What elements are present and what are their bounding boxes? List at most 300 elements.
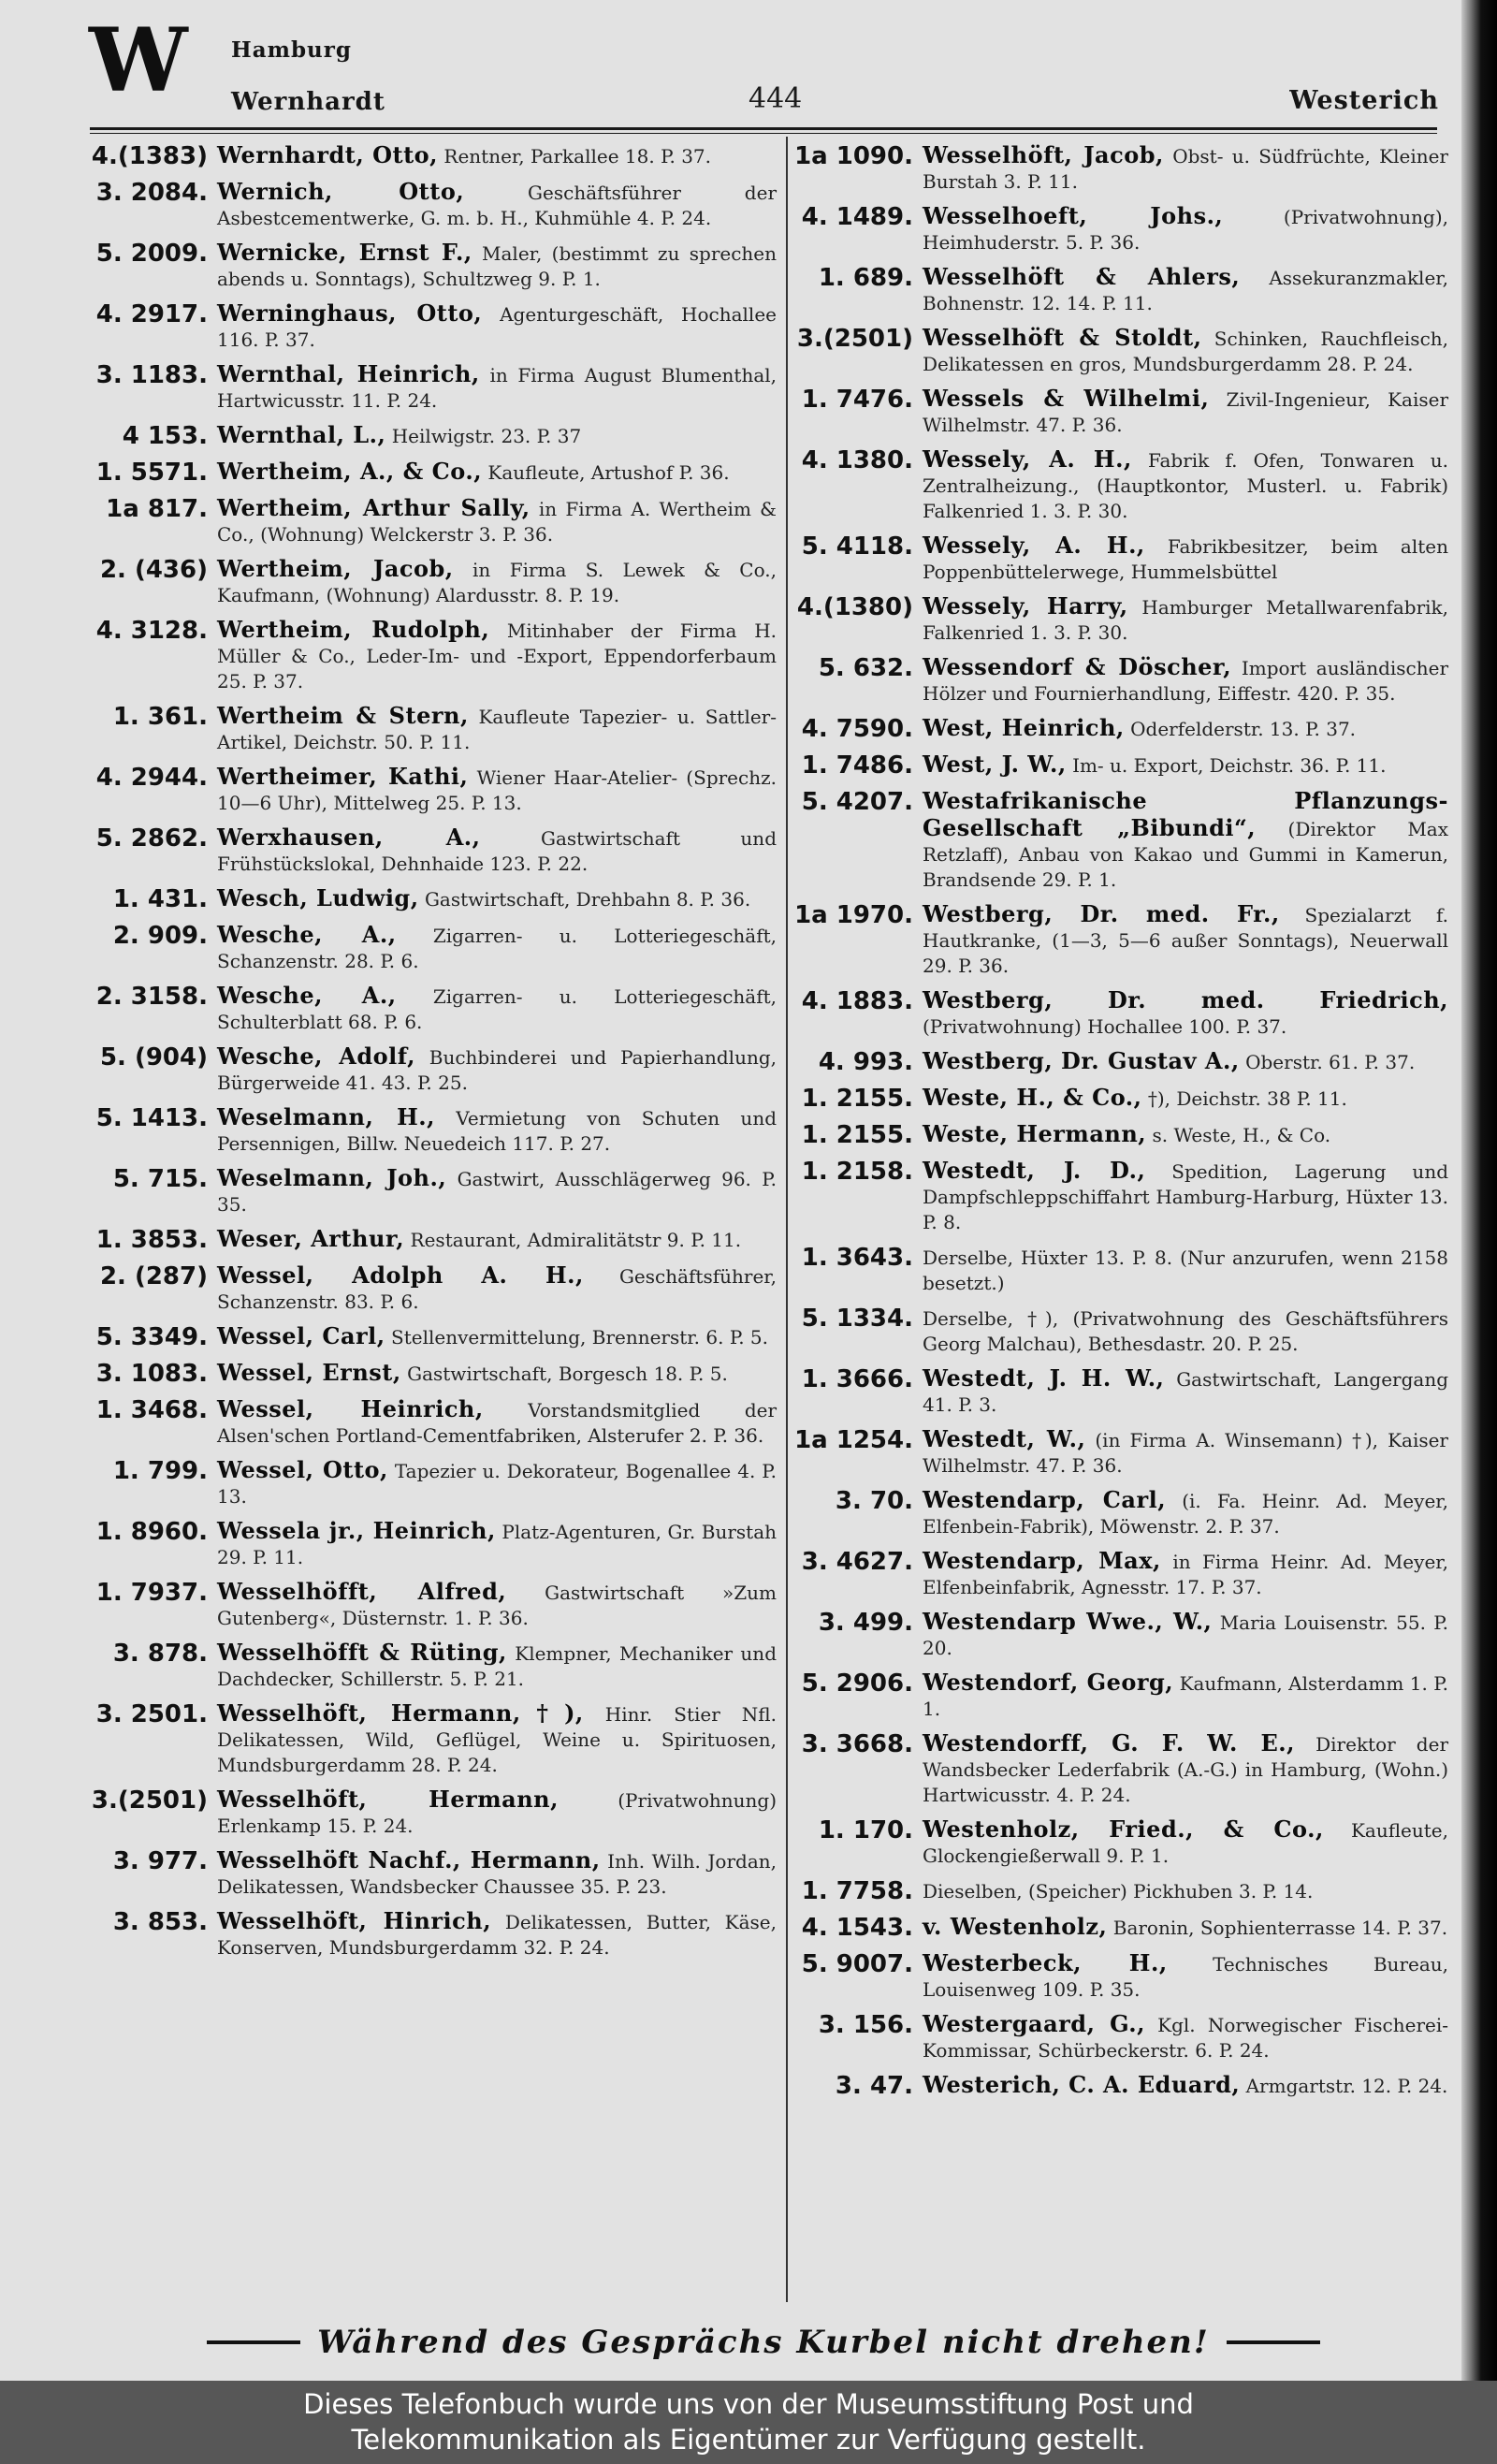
subscriber-details: Derselbe, †), (Privatwohnung des Geschäftsführers Georg Malchau), Bethesdastr. 20. P. 25. [923,1307,1448,1355]
caption-line-2: Telekommunikation als Eigentümer zur Verfügung gestellt. [351,2424,1146,2456]
subscriber-details: Mitinhaber der Firma H. Müller & Co., Leder-Im- und -Export, Eppendorferbaum 25. P. 37. [217,620,777,693]
listing-text [217,1786,777,1839]
subscriber-name: Wesche, A., [217,921,397,948]
listing-text [217,1323,777,1350]
listing-text [217,1847,777,1900]
subscriber-name: Wessel, Otto, [217,1456,388,1483]
subscriber-details: (Privatwohnung) Erlenkamp 15. P. 24. [217,1789,778,1837]
subscriber-name: Wessely, A. H., [923,532,1145,559]
subscriber-details: Restaurant, Admiralitätstr 9. P. 11. [410,1229,742,1251]
phone-number: 3.(2501) [91,1786,208,1815]
phone-number: 1a 1090. [794,142,913,170]
listing-entry [793,593,1448,646]
listing-entry [793,142,1448,195]
phone-number: 2. (436) [99,556,208,584]
listing-entry [84,300,777,353]
phone-number: 1. 361. [112,703,208,731]
subscriber-details: Gastwirt, Ausschlägerweg 96. P. 35. [217,1168,778,1216]
subscriber-details: Spezialarzt f. Hautkranke, (1—3, 5—6 außer Sonntags), Neuerwall 29. P. 36. [923,904,1448,977]
listing-text [923,1609,1448,1661]
subscriber-name: West, J. W., [923,751,1067,778]
subscriber-name: Wessendorf & Döscher, [923,653,1232,680]
subscriber-name: Wesselhöft Nachf., Hermann, [217,1846,601,1874]
subscriber-details: Technisches Bureau, Louisenweg 109. P. 35. [923,1953,1448,2001]
listing-entry [84,495,777,547]
listing-text [923,1914,1448,1941]
subscriber-name: Wertheim, A., & Co., [217,458,483,485]
listing-entry [793,1426,1448,1479]
listing-entry [793,1158,1448,1235]
phone-number: 2. (287) [99,1262,208,1290]
listing-entry [84,617,777,694]
phone-number: 5. 2906. [801,1669,913,1698]
listing-entry [84,1579,777,1631]
listing-entry [793,901,1448,979]
subscriber-details: Buchbinderei und Papierhandlung, Bürgerweide 41. 43. P. 25. [217,1046,777,1094]
listing-entry [793,325,1448,377]
phone-number: 3. 977. [112,1847,208,1875]
listing-entry [84,1847,777,1900]
phone-number: 3. 853. [112,1908,208,1936]
subscriber-name: Westendarp Wwe., W., [923,1608,1213,1635]
subscriber-name: Weste, H., & Co., [923,1084,1142,1111]
caption-line-1: Dieses Telefonbuch wurde uns von der Museumsstiftung Post und [303,2388,1194,2420]
phone-number: 5. 2862. [95,824,208,853]
subscriber-details: Gastwirtschaft, Langergang 41. P. 3. [923,1368,1449,1416]
subscriber-name: Westedt, W., [923,1425,1086,1452]
listing-text [217,1104,777,1157]
footer-bar-right [1227,2340,1320,2344]
listing-text [217,922,777,974]
listing-entry [793,788,1448,893]
listing-text [217,459,777,486]
phone-number: 4.(1383) [91,142,208,170]
listing-entry [793,386,1448,438]
listing-text [217,617,777,694]
subscriber-name: Wessel, Carl, [217,1322,385,1349]
listing-text [217,885,777,912]
subscriber-details: Gastwirtschaft, Borgesch 18. P. 5. [407,1363,728,1385]
subscriber-name: Westenholz, Fried., & Co., [923,1815,1324,1843]
listing-entry [84,1908,777,1961]
subscriber-details: Import ausländischer Hölzer und Fournierhandlung, Eiffestr. 420. P. 35. [923,657,1449,705]
listing-text [923,1426,1448,1479]
subscriber-name: Wessely, A. H., [923,445,1132,473]
listing-text [923,1244,1448,1296]
phone-number: 3. 2501. [95,1700,208,1728]
subscriber-details: (Privatwohnung) Hochallee 100. P. 37. [923,1015,1287,1038]
listing-entry [84,1640,777,1692]
subscriber-name: Wesselhöfft & Rüting, [217,1639,507,1666]
subscriber-name: Westberg, Dr. med. Friedrich, [923,986,1448,1013]
header-city: Hamburg [231,37,352,63]
listing-entry [84,556,777,608]
phone-number: 1a 1254. [794,1426,913,1454]
subscriber-name: Wertheimer, Kathi, [217,763,469,790]
subscriber-details: (in Firma A. Winsemann) †), Kaiser Wilhelmstr. 47. P. 36. [923,1429,1448,1477]
subscriber-details: Oderfelderstr. 13. P. 37. [1130,718,1357,740]
subscriber-details: Wiener Haar-Atelier- (Sprechz. 10—6 Uhr), Mittelweg 25. P. 13. [217,766,777,814]
listing-entry [84,240,777,292]
subscriber-details: Maria Louisenstr. 55. P. 20. [923,1611,1448,1659]
listing-text [923,1730,1448,1808]
listing-entry [793,1305,1448,1357]
subscriber-name: Westberg, Dr. med. Fr., [923,900,1280,927]
subscriber-name: Wesselhoeft, Johs., [923,202,1224,229]
subscriber-name: Westerich, C. A. Eduard, [923,2071,1241,2098]
subscriber-name: Westergaard, G., [923,2010,1145,2037]
subscriber-name: Wesselhöft, Hermann, [217,1786,559,1813]
listing-entry [793,1048,1448,1076]
subscriber-details: Kaufmann, Alsterdamm 1. P. 1. [923,1672,1449,1720]
subscriber-details: Gastwirtschaft »Zum Gutenberg«, Düsternstr. 1. P. 36. [217,1582,777,1629]
phone-number: 3. 878. [112,1640,208,1668]
subscriber-details: in Firma August Blumenthal, Hartwicusstr. 11. P. 24. [217,364,778,412]
listing-entry [84,1165,777,1217]
listing-entry [793,751,1448,780]
listing-text [923,1877,1448,1904]
listing-entry [793,1914,1448,1942]
subscriber-details: Klempner, Mechaniker und Dachdecker, Schillerstr. 5. P. 21. [217,1642,777,1690]
subscriber-details: Inh. Wilh. Jordan, Delikatessen, Wandsbecker Chaussee 35. P. 23. [217,1850,777,1898]
listing-text [923,446,1448,524]
listing-text [217,556,777,608]
subscriber-name: Westendarp, Carl, [923,1486,1167,1513]
listing-entry [84,1457,777,1509]
listing-text [217,824,777,877]
listing-entry [793,1669,1448,1722]
subscriber-details: Kaufleute Tapezier- u. Sattler-Artikel, Deichstr. 50. P. 11. [217,706,777,753]
listing-text [217,1518,777,1570]
subscriber-details: Agenturgeschäft, Hochallee 116. P. 37. [217,303,777,351]
listing-text [923,142,1448,195]
listing-text [923,654,1448,707]
listing-text [217,703,777,755]
listing-entry [793,1950,1448,2003]
subscriber-details: Maler, (bestimmt zu sprechen abends u. Sonntags), Schultzweg 9. P. 1. [217,242,778,290]
subscriber-details: Geschäftsführer, Schanzenstr. 83. P. 6. [217,1265,778,1313]
listing-text [923,264,1448,316]
listing-entry [793,532,1448,585]
listing-text [217,1908,777,1961]
phone-number: 4.(1380) [796,593,913,621]
listing-text [923,788,1448,893]
header-rule [90,127,1437,134]
subscriber-details: s. Weste, H., & Co. [1152,1124,1331,1146]
listing-entry [84,983,777,1035]
phone-number: 3. 1083. [95,1360,208,1388]
subscriber-name: Wesche, A., [217,982,397,1009]
listing-entry [793,1244,1448,1296]
phone-number: 1. 8960. [95,1518,208,1546]
phone-number: 5. 2009. [95,240,208,268]
phone-number: 5. 1413. [95,1104,208,1132]
subscriber-details: Dieselben, (Speicher) Pickhuben 3. P. 14. [923,1880,1314,1903]
listing-entry [84,1700,777,1778]
subscriber-name: Wesselhöfft, Alfred, [217,1578,507,1605]
phone-number: 3. 3668. [801,1730,913,1758]
subscriber-details: Armgartstr. 12. P. 24. [1245,2075,1448,2097]
subscriber-details: Hamburger Metallwarenfabrik, Falkenried 1. 3. P. 30. [923,596,1448,644]
header-index-letter: W [89,9,186,112]
subscriber-name: Westedt, J. H. W., [923,1364,1165,1392]
footer-notice-text: Während des Gesprächs Kurbel nicht drehen! [317,2324,1210,2361]
subscriber-details: Hinr. Stier Nfl. Delikatessen, Wild, Geflügel, Weine u. Spirituosen, Mundsburgerdamm 28. P. 24. [217,1703,777,1776]
subscriber-name: Westendorff, G. F. W. E., [923,1729,1295,1757]
phone-number: 4 153. [122,422,208,450]
phone-number: 1. 2158. [801,1158,913,1186]
footer-notice [90,2319,1437,2366]
subscriber-name: Westendarp, Max, [923,1547,1161,1574]
subscriber-name: Wertheim, Arthur Sally, [217,494,530,521]
subscriber-name: Wernhardt, Otto, [217,141,439,168]
listing-text [217,1262,777,1315]
phone-number: 1. 7486. [801,751,913,780]
subscriber-details: Heilwigstr. 23. P. 37 [391,425,582,447]
listing-entry [793,1730,1448,1808]
listing-entry [793,654,1448,707]
listing-text [217,300,777,353]
subscriber-details: †), Deichstr. 38 P. 11. [1147,1087,1347,1110]
subscriber-name: Wessels & Wilhelmi, [923,385,1210,412]
listing-entry [793,1365,1448,1418]
listing-entry [793,203,1448,255]
column-divider [786,137,788,2302]
listing-entry [84,1104,777,1157]
listing-text [217,1360,777,1387]
subscriber-name: Werxhausen, A., [217,824,481,851]
phone-number: 1. 3468. [95,1396,208,1424]
listing-text [923,2011,1448,2063]
listing-entry [84,1360,777,1388]
listing-text [923,325,1448,377]
listing-text [923,1950,1448,2003]
subscriber-name: Weselmann, Joh., [217,1164,447,1191]
listing-entry [793,1609,1448,1661]
phone-number: 3. 4627. [801,1548,913,1576]
subscriber-name: Weser, Arthur, [217,1225,405,1252]
subscriber-name: Werninghaus, Otto, [217,299,483,327]
phone-number: 4. 1380. [801,446,913,474]
phone-number: 1a 1970. [794,901,913,929]
listing-text [217,1165,777,1217]
subscriber-details: Baronin, Sophienterrasse 14. P. 37. [1112,1917,1448,1939]
phone-number: 1. 7476. [801,386,913,414]
subscriber-details: in Firma S. Lewek & Co., Kaufmann, (Wohnung) Alardusstr. 8. P. 19. [217,559,777,606]
phone-number: 2. 3158. [95,983,208,1011]
listing-entry [84,1396,777,1449]
listing-entry [793,2011,1448,2063]
subscriber-details: Oberstr. 61. P. 37. [1245,1051,1416,1073]
phone-number: 5. 4207. [801,788,913,816]
listing-text [923,1548,1448,1600]
subscriber-details: Zigarren- u. Lotteriegeschäft, Schanzenstr. 28. P. 6. [217,925,777,972]
listing-entry [84,1043,777,1096]
listing-text [217,1396,777,1449]
phone-number: 1. 3666. [801,1365,913,1393]
subscriber-name: Wertheim, Jacob, [217,555,454,582]
subscriber-details: Vorstandsmitglied der Alsen'schen Portland-Cementfabriken, Alsterufer 2. P. 36. [217,1399,778,1447]
subscriber-name: Wesche, Adolf, [217,1042,415,1070]
phone-number: 4. 993. [818,1048,913,1076]
listing-text [923,715,1448,742]
listing-text [923,1085,1448,1112]
phone-number: 3. 499. [818,1609,913,1637]
phone-number: 4. 2944. [95,764,208,792]
listing-entry [793,2072,1448,2100]
listing-text [923,386,1448,438]
subscriber-details: Kaufleute, Artushof P. 36. [487,461,730,484]
subscriber-details: Schinken, Rauchfleisch, Delikatessen en gros, Mundsburgerdamm 28. P. 24. [923,328,1449,375]
phone-number: 5. 3349. [95,1323,208,1351]
subscriber-details: Delikatessen, Butter, Käse, Konserven, Mundsburgerdamm 32. P. 24. [217,1911,777,1959]
listing-entry [84,1262,777,1315]
subscriber-details: Geschäftsführer der Asbestcementwerke, G. m. b. H., Kuhmühle 4. P. 24. [217,182,777,229]
listing-text [217,1640,777,1692]
listing-text [217,764,777,816]
listing-entry [793,1121,1448,1149]
phone-number: 1. 2155. [801,1121,913,1149]
listing-text [923,532,1448,585]
header-last-name: Westerich [1289,86,1439,115]
subscriber-details: Gastwirtschaft, Drehbahn 8. P. 36. [424,888,751,911]
phone-number: 1. 3643. [801,1244,913,1272]
listing-text [923,1487,1448,1539]
listing-text [923,901,1448,979]
listing-entry [793,1816,1448,1869]
header-page-number: 444 [748,82,803,115]
listing-text [923,1365,1448,1418]
subscriber-details: Fabrikbesitzer, beim alten Poppenbüttelerwege, Hummelsbüttel [923,535,1448,583]
listing-text [923,1158,1448,1235]
subscriber-details: (Direktor Max Retzlaff), Anbau von Kakao und Gummi in Kamerun, Brandsende 29. P. 1. [923,818,1449,891]
listing-text [923,987,1448,1040]
subscriber-details: (Privatwohnung), Heimhuderstr. 5. P. 36. [923,206,1449,254]
listing-entry [84,1323,777,1351]
subscriber-name: Wessely, Harry, [923,592,1128,620]
subscriber-name: Wesselhöft & Ahlers, [923,263,1241,290]
listing-text [217,1700,777,1778]
listing-text [217,1579,777,1631]
phone-number: 1. 689. [818,264,913,292]
subscriber-details: Direktor der Wandsbecker Lederfabrik (A.-G.) in Hamburg, (Wohn.) Hartwicusstr. 4. P. 24. [923,1733,1449,1806]
subscriber-name: Weselmann, H., [217,1103,435,1130]
listing-text [923,1121,1448,1148]
subscriber-name: Wesselhöft & Stoldt, [923,324,1202,351]
listing-text [217,1043,777,1096]
subscriber-details: Tapezier u. Dekorateur, Bogenallee 4. P. 13. [217,1460,778,1508]
phone-number: 4. 7590. [801,715,913,743]
listing-text [217,422,777,449]
subscriber-details: Fabrik f. Ofen, Tonwaren u. Zentralheizung., (Hauptkontor, Musterl. u. Fabrik) Falkenried 1. 3. P. 30. [923,449,1448,522]
subscriber-details: Kaufleute, Glockengießerwall 9. P. 1. [923,1819,1448,1867]
subscriber-name: v. Westenholz, [923,1913,1108,1940]
listing-text [923,2072,1448,2099]
listing-entry [793,264,1448,316]
listing-entry [793,446,1448,524]
subscriber-details: Zivil-Ingenieur, Kaiser Wilhelmstr. 47. P. 36. [923,388,1449,436]
phone-number: 1. 7758. [801,1877,913,1905]
subscriber-details: in Firma Heinr. Ad. Meyer, Elfenbeinfabrik, Agnesstr. 17. P. 37. [923,1551,1448,1598]
subscriber-details: Assekuranzmakler, Bohnenstr. 12. 14. P. 11. [923,267,1449,314]
subscriber-name: Wesselhöft, Hermann,†), [217,1699,584,1727]
phone-number: 4. 1543. [801,1914,913,1942]
phone-number: 5. 1334. [801,1305,913,1333]
listing-entry [84,1518,777,1570]
phone-number: 5. 9007. [801,1950,913,1978]
phone-number: 3. 47. [835,2072,913,2100]
subscriber-name: Wernich, Otto, [217,178,465,205]
right-column [793,142,1448,2100]
subscriber-name: Westafrikanische Pflanzungs-Gesellschaft „Bibundi“, [923,787,1448,841]
subscriber-details: in Firma A. Wertheim & Co., (Wohnung) Welckerstr 3. P. 36. [217,498,777,546]
phone-number: 1. 7937. [95,1579,208,1607]
subscriber-details: Derselbe, Hüxter 13. P. 8. (Nur anzurufen, wenn 2158 besetzt.) [923,1247,1448,1294]
phone-number: 3. 70. [835,1487,913,1515]
subscriber-name: Wesselhöft, Jacob, [923,141,1164,168]
listing-entry [793,1085,1448,1113]
phone-number: 5. 4118. [801,532,913,561]
listing-text [923,1669,1448,1722]
subscriber-name: Wernthal, L., [217,421,386,448]
listing-entry [84,885,777,913]
subscriber-name: Wertheim, Rudolph, [217,616,490,643]
listing-entry [793,715,1448,743]
left-column [84,142,777,1961]
listing-text [217,983,777,1035]
listing-text [217,142,777,169]
listing-entry [84,1786,777,1839]
subscriber-details: Platz-Agenturen, Gr. Burstah 29. P. 11. [217,1521,778,1568]
phone-number: 4. 1489. [801,203,913,231]
listing-text [923,593,1448,646]
listing-text [923,1816,1448,1869]
subscriber-details: Zigarren- u. Lotteriegeschäft, Schulterblatt 68. P. 6. [217,985,777,1033]
subscriber-name: Westedt, J. D., [923,1157,1146,1184]
listing-entry [84,922,777,974]
subscriber-details: Obst- u. Südfrüchte, Kleiner Burstah 3. P. 11. [923,145,1448,193]
listing-entry [84,459,777,487]
subscriber-details: Kgl. Norwegischer Fischerei-Kommissar, Schürbeckerstr. 6. P. 24. [923,2014,1449,2062]
subscriber-name: Wesselhöft, Hinrich, [217,1907,492,1934]
listing-text [923,751,1448,779]
listing-entry [84,824,777,877]
page-edge-shadow [1461,0,1497,2381]
phone-number: 1. 431. [112,885,208,913]
phone-number: 5. 715. [112,1165,208,1193]
subscriber-details: Im- u. Export, Deichstr. 36. P. 11. [1072,754,1387,777]
phone-number: 1a 817. [106,495,208,523]
listing-text [217,179,777,231]
phone-number: 3.(2501) [796,325,913,353]
listing-text [217,240,777,292]
listing-text [217,361,777,414]
phone-number: 1. 3853. [95,1226,208,1254]
phone-number: 3. 156. [818,2011,913,2039]
subscriber-details: Vermietung von Schuten und Persennigen, Billw. Neuedeich 117. P. 27. [217,1107,777,1155]
subscriber-details: Gastwirtschaft und Frühstückslokal, Dehnhaide 123. P. 22. [217,827,777,875]
subscriber-name: Wessel, Ernst, [217,1359,401,1386]
subscriber-name: Wessel, Adolph A. H., [217,1261,584,1289]
listing-entry [793,987,1448,1040]
subscriber-name: Wessela jr., Heinrich, [217,1517,496,1544]
subscriber-name: Wernicke, Ernst F., [217,239,472,266]
phone-number: 1. 170. [818,1816,913,1844]
phone-number: 5. 632. [818,654,913,682]
subscriber-name: Wernthal, Heinrich, [217,360,480,387]
listing-entry [793,1548,1448,1600]
header-first-name: Wernhardt [231,88,385,116]
